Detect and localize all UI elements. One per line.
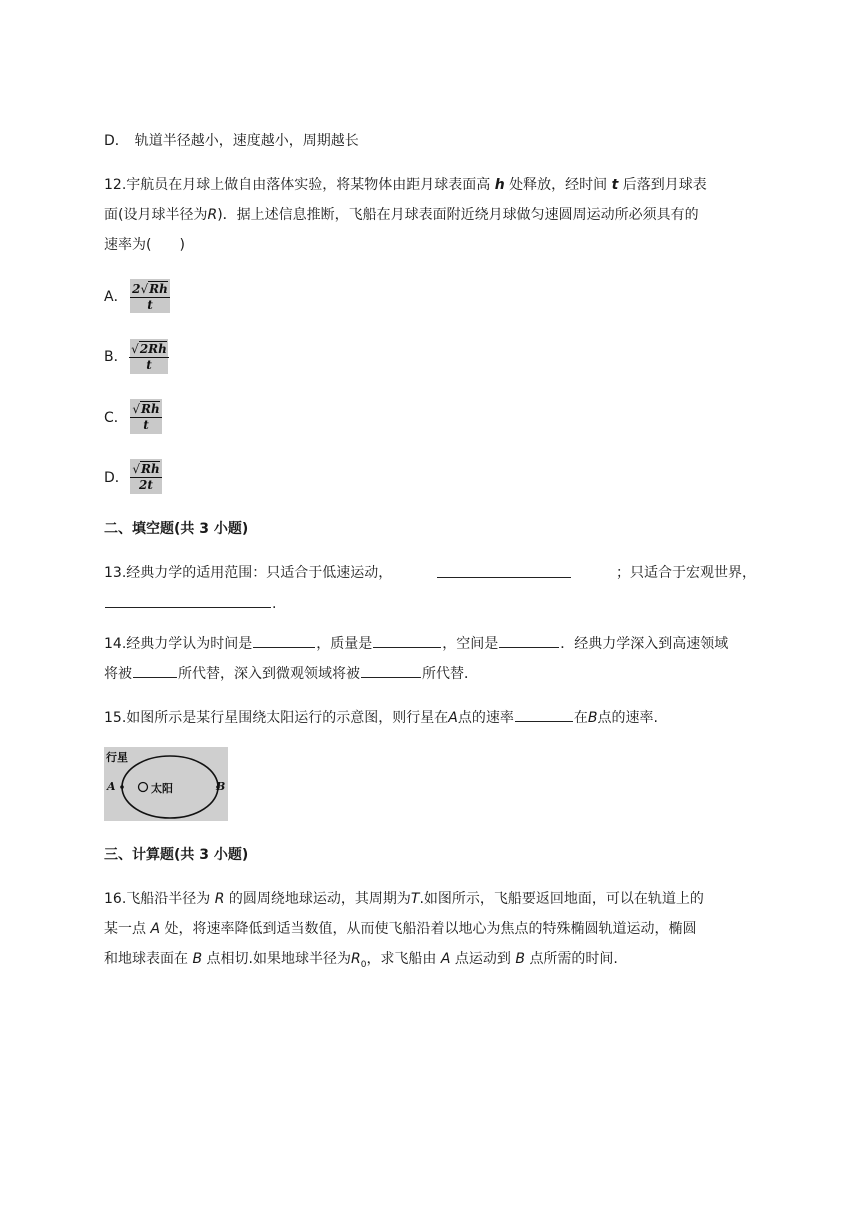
q12-line-3: 速率为( ) — [104, 237, 185, 253]
answer-blank — [437, 563, 571, 578]
sun-label: 太阳 — [151, 782, 173, 795]
formula-numerator: √Rh — [132, 402, 160, 416]
formula-denominator: t — [147, 297, 153, 312]
answer-blank — [105, 593, 271, 608]
q12-option-d-formula — [130, 459, 162, 494]
section-heading-calculation: 三、计算题(共 3 小题) — [104, 847, 249, 863]
answer-blank — [499, 633, 559, 648]
section-heading-fill-in: 二、填空题(共 3 小题) — [104, 521, 249, 537]
q14-line-2: 将被 所代替，深入到微观领域将被 所代替． — [104, 663, 478, 684]
q12-line-1: 12.宇航员在月球上做自由落体实验，将某物体由距月球表面高 h 处释放，经时间 t 后落到月球表 — [104, 177, 707, 193]
q12-option-c-label: C． — [104, 410, 128, 426]
option-label: D． — [104, 133, 129, 149]
answer-blank — [515, 707, 573, 722]
q16-line-3: 和地球表面在 B 点相切.如果地球半径为$R_0$，求飞船由 A 点运动到 B 点所需的时间. — [104, 951, 618, 970]
formula-numerator: √2Rh — [131, 342, 167, 356]
answer-blank — [133, 663, 177, 678]
q12-option-a-formula — [130, 279, 170, 313]
var-t: t — [611, 177, 619, 193]
var-h: h — [494, 177, 505, 193]
point-a-label: A — [107, 780, 116, 793]
formula-denominator: t — [146, 358, 152, 372]
q12-option-b-formula — [130, 339, 168, 374]
formula-numerator: 2√Rh — [132, 281, 168, 296]
q15-line-1: 15.如图所示是某行星围绕太阳运行的示意图，则行星在A点的速率 在B点的速率. — [104, 707, 658, 728]
formula-numerator: √Rh — [132, 462, 160, 476]
q16-line-1: 16.飞船沿半径为 R 的圆周绕地球运动，其周期为T.如图所示，飞船要返回地面，可以在轨道上的 — [104, 891, 704, 907]
q13-line-2: . — [104, 593, 276, 614]
answer-blank — [373, 633, 441, 648]
answer-blank — [253, 633, 315, 648]
q14-line-1: 14.经典力学认为时间是 ，质量是 ，空间是 ．经典力学深入到高速领域 — [104, 633, 728, 654]
formula-denominator: 2t — [139, 478, 153, 492]
planet-label: 行星 — [106, 751, 128, 764]
formula-denominator: t — [143, 418, 149, 432]
q16-line-2: 某一点 A 处，将速率降低到适当数值，从而使飞船沿着以地心为焦点的特殊椭圆轨道运动，椭圆 — [104, 921, 697, 937]
q13-line-1: 13.经典力学的适用范围：只适合于低速运动， ；只适合于宏观世界， — [104, 565, 756, 581]
q12-option-c-formula — [130, 399, 162, 434]
q12-option-d-label: D． — [104, 470, 129, 486]
q12-line-2: 面(设月球半径为R)．据上述信息推断，飞船在月球表面附近绕月球做匀速圆周运动所必须具有的 — [104, 207, 699, 223]
var-R: R — [207, 207, 218, 223]
point-b-label: B — [216, 780, 226, 793]
answer-blank — [361, 663, 421, 678]
q11-option-d — [104, 131, 359, 151]
sun-circle — [139, 783, 148, 792]
q12-option-a-label: A． — [104, 289, 128, 305]
point-a-dot — [120, 785, 124, 789]
option-text: 轨道半径越小，速度越小，周期越长 — [134, 133, 359, 149]
q12-option-b-label: B． — [104, 349, 128, 365]
planet-orbit-figure — [104, 747, 228, 821]
